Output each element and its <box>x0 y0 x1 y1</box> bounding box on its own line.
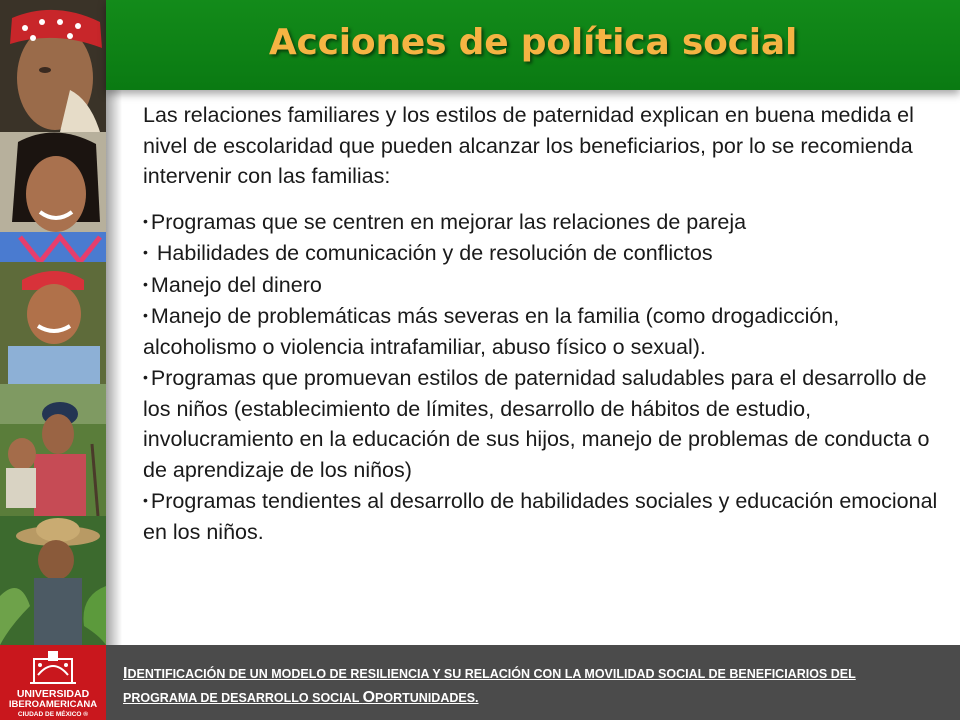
photo-mother-with-child <box>0 384 106 516</box>
slide-title: Acciones de política social <box>268 22 798 63</box>
bullet-text: Habilidades de comunicación y de resolución de conflictos <box>150 241 713 265</box>
bullet-text: Manejo de problemáticas más severas en la familia (como drogadicción, alcoholismo o violencia intrafamiliar, abuso físico o sexual). <box>143 304 840 359</box>
bullet-item <box>143 300 943 362</box>
university-logo <box>0 645 106 720</box>
bullet-icon: • <box>143 369 148 385</box>
bullet-text: Programas tendientes al desarrollo de habilidades sociales y educación emocional en los niños. <box>143 489 938 544</box>
bullet-text: Programas que promuevan estilos de paternidad saludables para el desarrollo de los niños (establecimiento de límites, desarrollo de hábitos de estudio, involucramiento en la educación de sus hijos, manejo de problemas de conducta o de aprendizaje de los niños) <box>143 366 930 482</box>
logo-line-3: CIUDAD DE MÉXICO ® <box>17 711 89 718</box>
photo-farmer-straw-hat <box>0 516 106 645</box>
bullet-item <box>143 485 943 547</box>
photo-man-red-cap <box>0 262 106 384</box>
bullet-text: Manejo del dinero <box>150 272 322 297</box>
footer-caption <box>123 662 923 710</box>
header-bar <box>106 0 960 90</box>
bullet-item <box>143 237 943 269</box>
intro-paragraph: Las relaciones familiares y los estilos de paternidad explican en buena medida el nivel de escolaridad que pueden alcanzar los beneficiarios, por lo se recomienda intervenir con las familias: <box>143 103 914 188</box>
bullet-item <box>143 269 943 301</box>
footer-text-1: DENTIFICACIÓN DE UN MODELO DE RESILIENCIA Y SU RELACIÓN CON LA MOVILIDAD SOCIAL DE BENEFICIARIOS DEL PROGRAMA DE DESARROLLO SOCIAL <box>123 667 856 705</box>
bullet-item <box>143 206 943 238</box>
logo-emblem-icon <box>0 645 106 689</box>
footer-bar <box>0 645 960 720</box>
photo-strip-shadow <box>106 0 122 645</box>
bullet-icon: • <box>143 492 148 508</box>
photo-strip <box>0 0 106 645</box>
footer-cap-2: O <box>362 689 376 706</box>
footer-cap-1: I <box>123 665 128 682</box>
bullet-icon: • <box>143 275 148 292</box>
photo-smiling-woman <box>0 132 106 262</box>
photo-elder-man-red-headband <box>0 0 106 132</box>
bullet-list <box>143 206 943 548</box>
footer-text-2: PORTUNIDADES. <box>375 691 479 705</box>
bullet-icon: • <box>143 244 148 260</box>
bullet-icon: • <box>143 307 148 323</box>
content-body <box>143 100 943 547</box>
bullet-item <box>143 362 943 485</box>
logo-line-2: IBEROAMERICANA <box>8 699 98 710</box>
bullet-text: Programas que se centren en mejorar las relaciones de pareja <box>150 209 747 234</box>
bullet-icon: • <box>143 212 148 229</box>
logo-line-1: UNIVERSIDAD <box>16 688 90 700</box>
